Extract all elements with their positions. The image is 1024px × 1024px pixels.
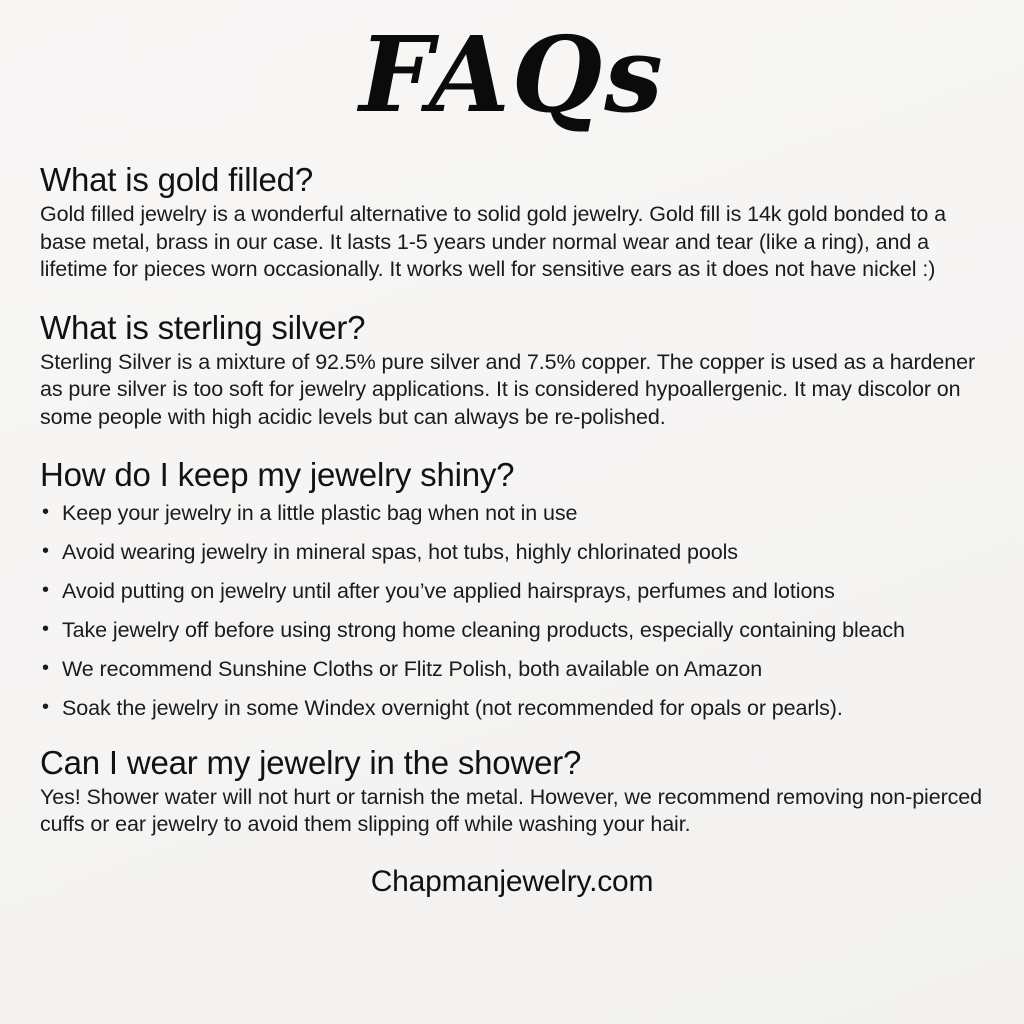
faq-question: What is gold filled? <box>40 161 313 199</box>
list-item-label: Soak the jewelry in some Windex overnight (not recommended for opals or pearls). <box>62 696 843 721</box>
faq-answer: Gold filled jewelry is a wonderful alternative to solid gold jewelry. Gold fill is 14k gold bonded to a base metal, brass in our case. It lasts 1-5 years under normal wear and tear (like a ring), and a lifetime for pieces worn occasionally. It works well for sensitive ears as it does not have nickel :) <box>40 202 946 282</box>
list-item <box>40 656 984 684</box>
bullet-icon: • <box>42 657 49 680</box>
faq-item-keep-shiny <box>40 457 984 723</box>
list-item <box>40 695 984 723</box>
list-item <box>40 578 984 606</box>
list-item-label: Avoid wearing jewelry in mineral spas, hot tubs, highly chlorinated pools <box>62 540 738 565</box>
bullet-icon: • <box>42 501 49 524</box>
bullet-icon: • <box>42 540 49 563</box>
faq-list <box>0 162 1024 899</box>
bullet-icon: • <box>42 579 49 602</box>
list-item <box>40 500 984 528</box>
faq-item-sterling-silver <box>40 310 984 432</box>
faq-question: What is sterling silver? <box>40 308 366 346</box>
faq-answer: Sterling Silver is a mixture of 92.5% pure silver and 7.5% copper. The copper is used as a hardener as pure silver is too soft for jewelry applications. It is considered hypoallergenic. It may discolor on some people with high acidic levels but can always be re-polished. <box>40 349 976 429</box>
faq-answer: Yes! Shower water will not hurt or tarnish the metal. However, we recommend removing non-pierced cuffs or ear jewelry to avoid them slipping off while washing your hair. <box>40 784 983 837</box>
list-item-label: We recommend Sunshine Cloths or Flitz Polish, both available on Amazon <box>62 657 763 682</box>
bullet-icon: • <box>42 618 49 641</box>
list-item-label: Avoid putting on jewelry until after you’ve applied hairsprays, perfumes and lotions <box>62 579 835 604</box>
list-item-label: Keep your jewelry in a little plastic bag when not in use <box>62 501 578 526</box>
list-item <box>40 617 984 645</box>
website-footer: Chapmanjewelry.com <box>370 864 654 898</box>
faq-question: How do I keep my jewelry shiny? <box>40 456 515 494</box>
list-item <box>40 539 984 567</box>
page-title: FAQs <box>359 13 665 136</box>
care-tips-list <box>40 500 984 723</box>
bullet-icon: • <box>42 696 49 719</box>
faq-question: Can I wear my jewelry in the shower? <box>40 743 582 781</box>
faq-item-shower <box>40 745 984 839</box>
faq-item-gold-filled <box>40 162 984 284</box>
list-item-label: Take jewelry off before using strong home cleaning products, especially containing bleach <box>62 618 905 643</box>
